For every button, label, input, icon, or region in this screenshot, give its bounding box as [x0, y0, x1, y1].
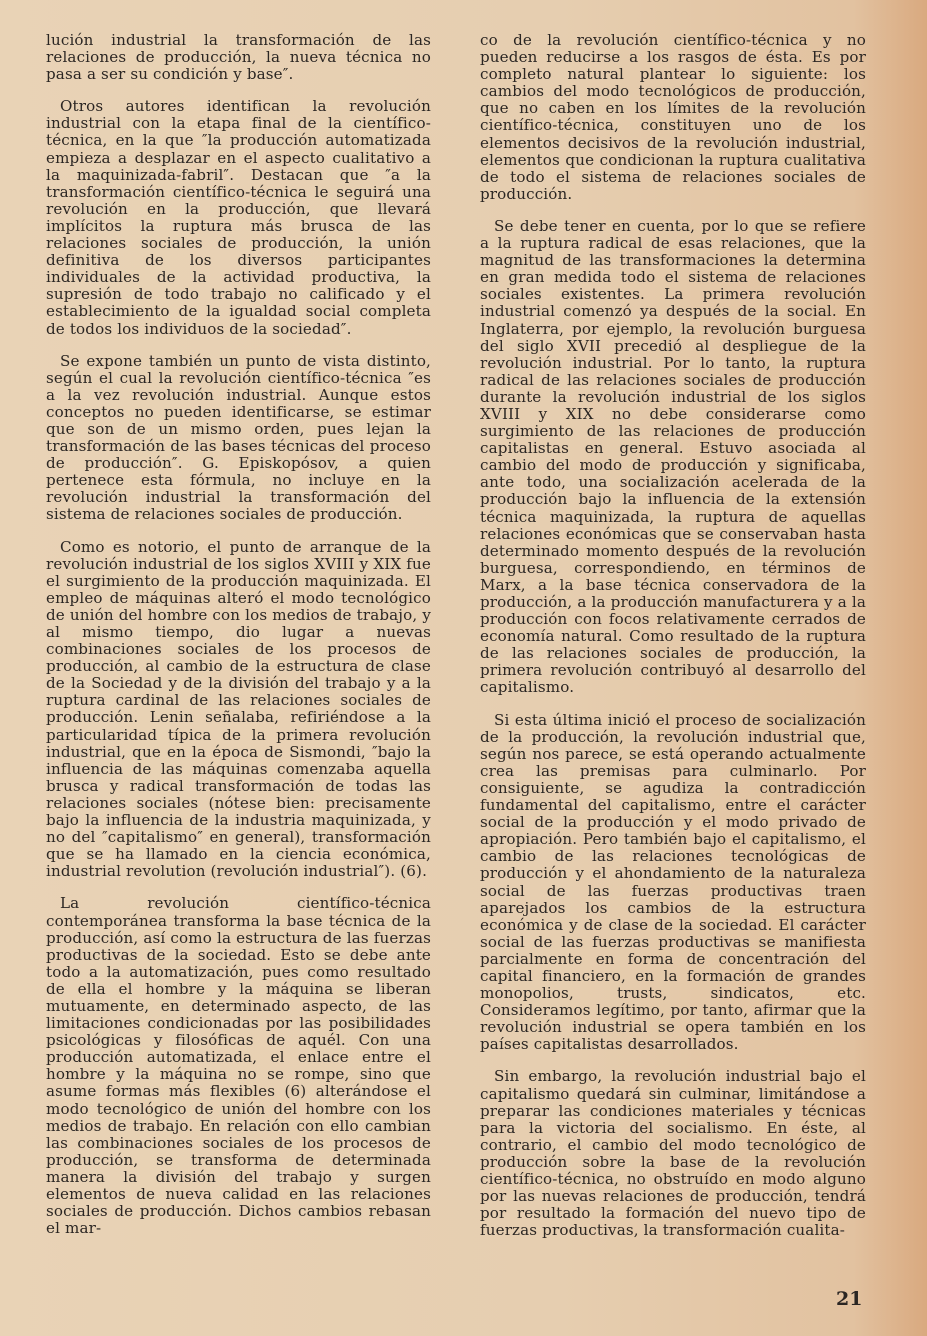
paragraph: lución industrial la transformación de las relaciones de producción, la nueva técnica no pasa a ser su condición y base″.: [46, 31, 431, 84]
paragraph: La revolución científico-técnica contemporánea transforma la base técnica de la producción, así como la estructura de las fuerzas productivas de la sociedad. Esto se debe ante todo a la automatización, pues como resultado de ella el hombre y la máquina se liberan mutuamente, en determinado aspecto, de las limitaciones condicionadas por las posibilidades psicológicas y filosóficas de aquél. Con una producción automatizada, el enlace entre el hombre y la máquina no se rompe, sino que asume formas más flexibles (6) alterándose el modo tecnológico de unión del hombre con los medios de trabajo. En relación con ello cambian las combinaciones sociales de los procesos de producción, se transforma de determinada manera la división del trabajo y surgen elementos de nueva calidad en las relaciones sociales de producción. Dichos cambios rebasan el mar-: [46, 894, 431, 1238]
right-column: [480, 32, 866, 1254]
left-column: [46, 32, 431, 1252]
paragraph: Otros autores identifican la revolución industrial con la etapa final de la científico-técnica, en la que ″la producción automatizada empieza a desplazar en el aspecto cualitativo a la maquinizada-fabril″. Destacan que ″a la transformación científico-técnica le seguirá una revolución en la producción, que llevará implícitos la ruptura más brusca de las relaciones sociales de producción, la unión definitiva de los diversos participantes individuales de la actividad productiva, la supresión de todo trabajo no calificado y el establecimiento de la igualdad social completa de todos los individuos de la sociedad″.: [46, 97, 431, 338]
page-number: 21: [836, 1288, 863, 1310]
paragraph: Sin embargo, la revolución industrial bajo el capitalismo quedará sin culminar, limitándose a preparar las condiciones materiales y técnicas para la victoria del socialismo. En éste, al contrario, el cambio del modo tecnológico de producción sobre la base de la revolución científico-técnica, no obstruído en modo alguno por las nuevas relaciones de producción, tendrá por resultado la formación del nuevo tipo de fuerzas productivas, la transformación cualita-: [480, 1067, 866, 1240]
paragraph: Se expone también un punto de vista distinto, según el cual la revolución científico-técnica ″es a la vez revolución industrial. Aunque estos conceptos no pueden identificarse, se estimar que son de un mismo orden, pues lejan la transformación de las bases técnicas del proceso de producción″. G. Episkopósov, a quien pertenece esta fórmula, no incluye en la revolución industrial la transformación del sistema de relaciones sociales de producción.: [46, 351, 431, 524]
paragraph: Se debe tener en cuenta, por lo que se refiere a la ruptura radical de esas relaciones, que la magnitud de las transformaciones la determina en gran medida todo el sistema de relaciones sociales existentes. La primera revolución industrial comenzó ya después de la social. En Inglaterra, por ejemplo, la revolución burguesa del siglo XVII precedió al despliegue de la revolución industrial. Por lo tanto, la ruptura radical de las relaciones sociales de producción durante la revolución industrial de los siglos XVIII y XIX no debe considerarse como surgimiento de las relaciones de producción capitalistas en general. Estuvo asociada al cambio del modo de producción y significaba, ante todo, una socialización acelerada de la producción bajo la influencia de la extensión técnica maquinizada, la ruptura de aquellas relaciones económicas que se conservaban hasta determinado momento después de la revolución burguesa, correspondiendo, en términos de Marx, a la base técnica conservadora de la producción, a la producción manufacturera y a la producción con focos relativamente cerrados de economía natural. Como resultado de la ruptura de las relaciones sociales de producción, la primera revolución contribuyó al desarrollo del capitalismo.: [480, 216, 866, 697]
paragraph: Como es notorio, el punto de arranque de la revolución industrial de los siglos XVIII y XIX fue el surgimiento de la producción maquinizada. El empleo de máquinas alteró el modo tecnológico de unión del hombre con los medios de trabajo, y al mismo tiempo, dio lugar a nuevas combinaciones sociales de los procesos de producción, al cambio de la estructura de clase de la Sociedad y de la división del trabajo y a la ruptura cardinal de las relaciones sociales de producción. Lenin señalaba, refiriéndose a la particularidad típica de la primera revolución industrial, que en la época de Sismondi, ″bajo la influencia de las máquinas comenzaba aquella brusca y radical transformación de todas las relaciones sociales (nótese bien: precisamente bajo la influencia de la industria maquinizada, y no del ″capitalismo″ en general), transformación que se ha llamado en la ciencia económica, industrial revolution (revolución industrial″). (6).: [46, 537, 431, 881]
paragraph: Si esta última inició el proceso de socialización de la producción, la revolución industrial que, según nos parece, se está operando actualmente crea las premisas para culminarlo. Por consiguiente, se agudiza la contradicción fundamental del capitalismo, entre el carácter social de la producción y el modo privado de apropiación. Pero también bajo el capitalismo, el cambio de las relaciones tecnológicas de producción y el ahondamiento de la naturaleza social de las fuerzas productivas traen aparejados los cambios de la estructura económica y de clase de la sociedad. El carácter social de las fuerzas productivas se manifiesta parcialmente en forma de concentración del capital financiero, en la formación de grandes monopolios, trusts, sindicatos, etc. Consideramos legítimo, por tanto, afirmar que la revolución industrial se opera también en los países capitalistas desarrollados.: [480, 710, 866, 1054]
paragraph: co de la revolución científico-técnica y no pueden reducirse a los rasgos de ésta. Es por completo natural plantear lo siguiente: los cambios del modo tecnológicos de producción, que no caben en los límites de la revolución científico-técnica, constituyen uno de los elementos decisivos de la revolución industrial, elementos que condicionan la ruptura cualitativa de todo el sistema de relaciones sociales de producción.: [480, 31, 866, 203]
